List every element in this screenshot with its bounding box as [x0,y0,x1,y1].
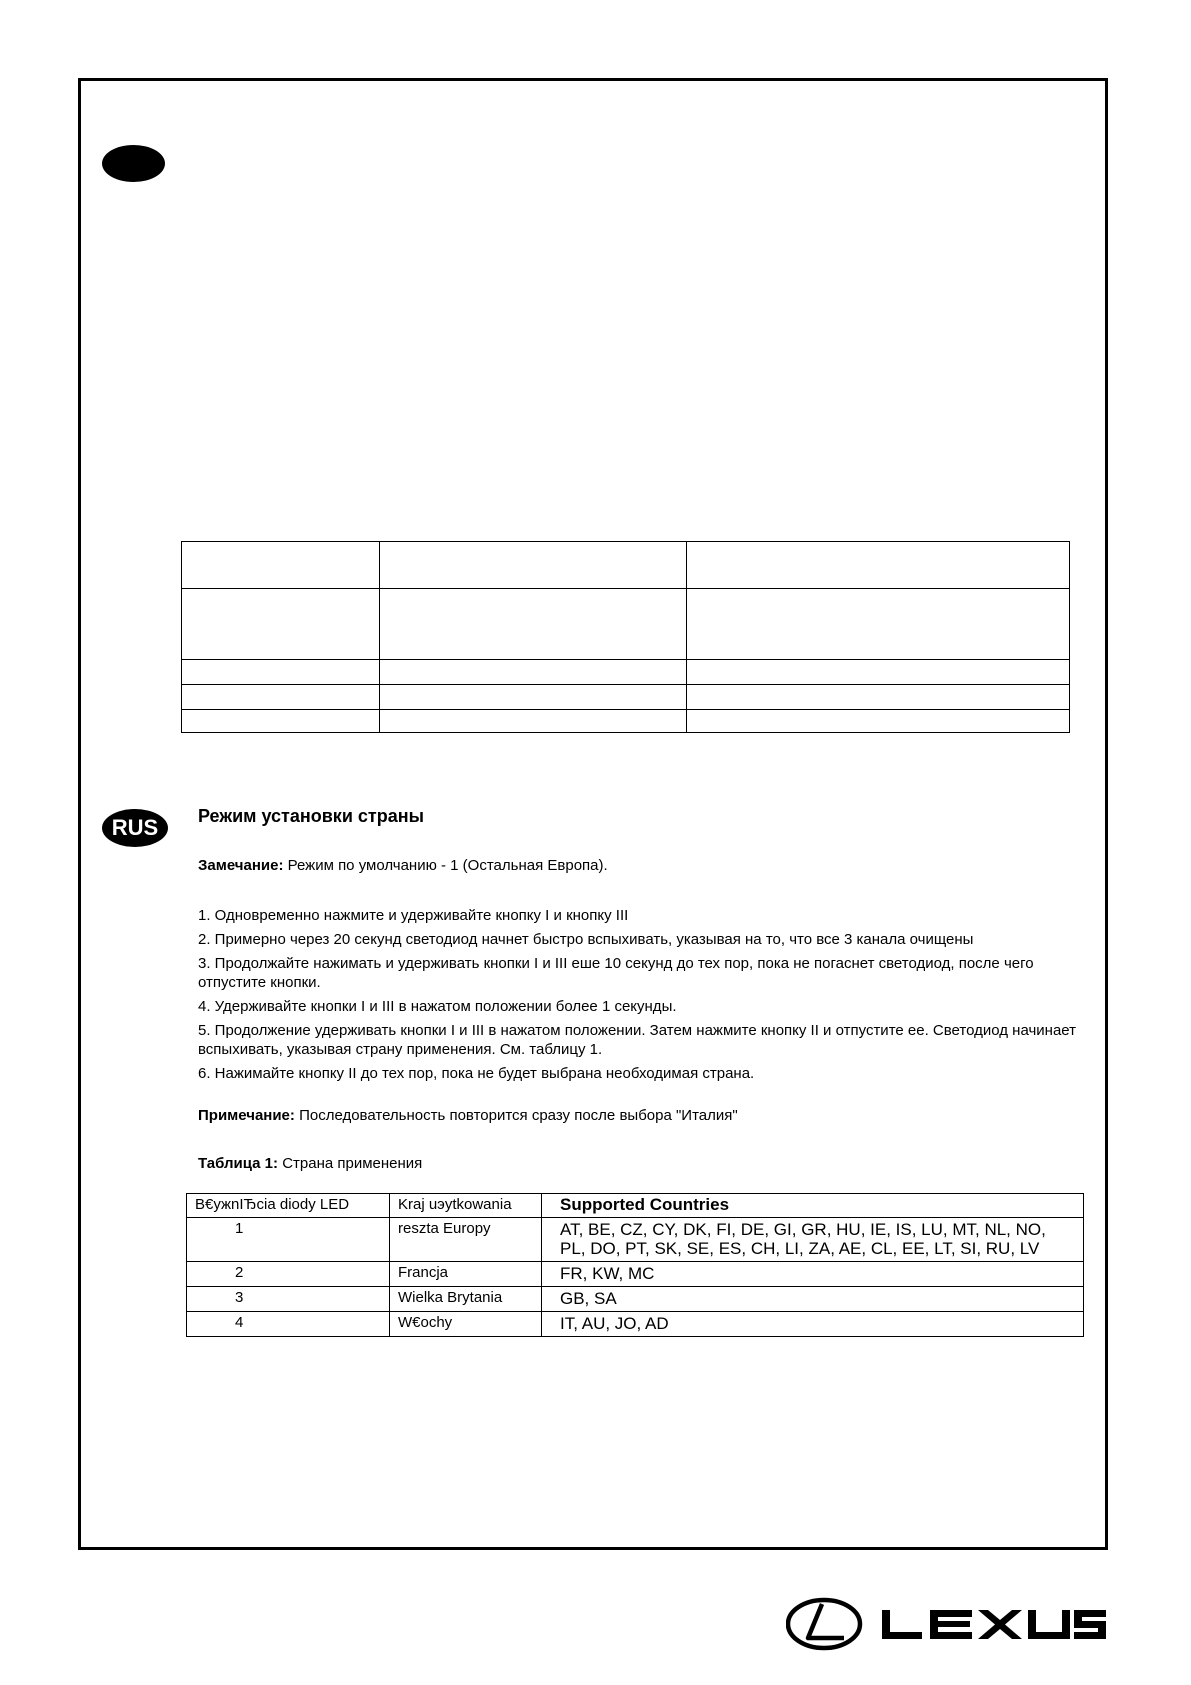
table-row [187,1262,1084,1287]
cell-country-name: W€ochy [390,1312,542,1337]
table-caption-text: Страна применения [278,1155,423,1172]
cell-led-count: 2 [187,1262,390,1287]
table-caption-label: Таблица 1: [198,1155,279,1172]
cell-country-codes: IT, AU, JO, AD [542,1312,1084,1337]
section-title: Режим установки страны [198,806,424,826]
default-mode-note [198,856,608,875]
sequence-note [198,1106,738,1125]
language-badge-blank [102,145,165,182]
step-item: 1. Одновременно нажмите и удерживайте кнопку I и кнопку III [198,907,629,924]
step-item: 3. Продолжайте нажимать и удерживать кнопки I и III еше 10 секунд до тех пор, пока не погаснет светодиод, после чего отпустите кнопки. [198,955,1034,991]
step-item: 5. Продолжение удерживать кнопки I и III в нажатом положении. Затем нажмите кнопку II и отпустите ее. Светодиод начинает вспыхивать, указывая страну применения. См. таблицу 1. [198,1022,1077,1058]
cell-country-name: Francja [390,1262,542,1287]
cell-led-count: 4 [187,1312,390,1337]
lexus-wordmark [882,1610,1106,1639]
cell-country-codes: FR, KW, MC [542,1262,1084,1287]
header-led-flashes: B€ужnIЂcia diody LED [187,1194,390,1218]
lexus-emblem-icon [788,1600,860,1648]
header-country-of-use: Kraj uэytkowania [390,1194,542,1218]
cell-country-codes: GB, SA [542,1287,1084,1312]
cell-country-name: reszta Europy [390,1218,542,1262]
note-label: Примечание: [198,1107,295,1124]
empty-table [181,541,1070,733]
table-caption [198,1154,422,1173]
cell-led-count: 3 [187,1287,390,1312]
step-item: 2. Примерно через 20 секунд светодиод начнет быстро вспыхивать, указывая на то, что все 3 канала очищены [198,931,974,948]
cell-country-name: Wielka Brytania [390,1287,542,1312]
step-item: 4. Удерживайте кнопки I и III в нажатом положении более 1 секунды. [198,998,677,1015]
cell-country-codes: AT, BE, CZ, CY, DK, FI, DE, GI, GR, HU, IE, IS, LU, MT, NL, NO, PL, DO, PT, SK, SE, ES, CH, LI, ZA, AE, CL, EE, LT, SI, RU, LV [542,1218,1084,1262]
table-row [187,1287,1084,1312]
cell-led-count: 1 [187,1218,390,1262]
step-item: 6. Нажимайте кнопку II до тех пор, пока не будет выбрана необходимая страна. [198,1065,755,1082]
lexus-logo [786,1596,1106,1652]
instruction-steps [198,906,1083,1088]
countries-table [186,1193,1084,1337]
note-label: Замечание: [198,857,284,874]
note-text: Режим по умолчанию - 1 (Остальная Европа). [283,857,608,874]
table-row [187,1218,1084,1262]
header-supported-countries: Supported Countries [542,1194,1084,1218]
language-badge-rus: RUS [102,809,168,847]
table-row [187,1312,1084,1337]
logo-brand: LEXUS [786,1596,790,1597]
table-header-row [187,1194,1084,1218]
section-header [198,804,1078,828]
note-text: Последовательность повторится сразу после выбора "Италия" [294,1107,738,1124]
